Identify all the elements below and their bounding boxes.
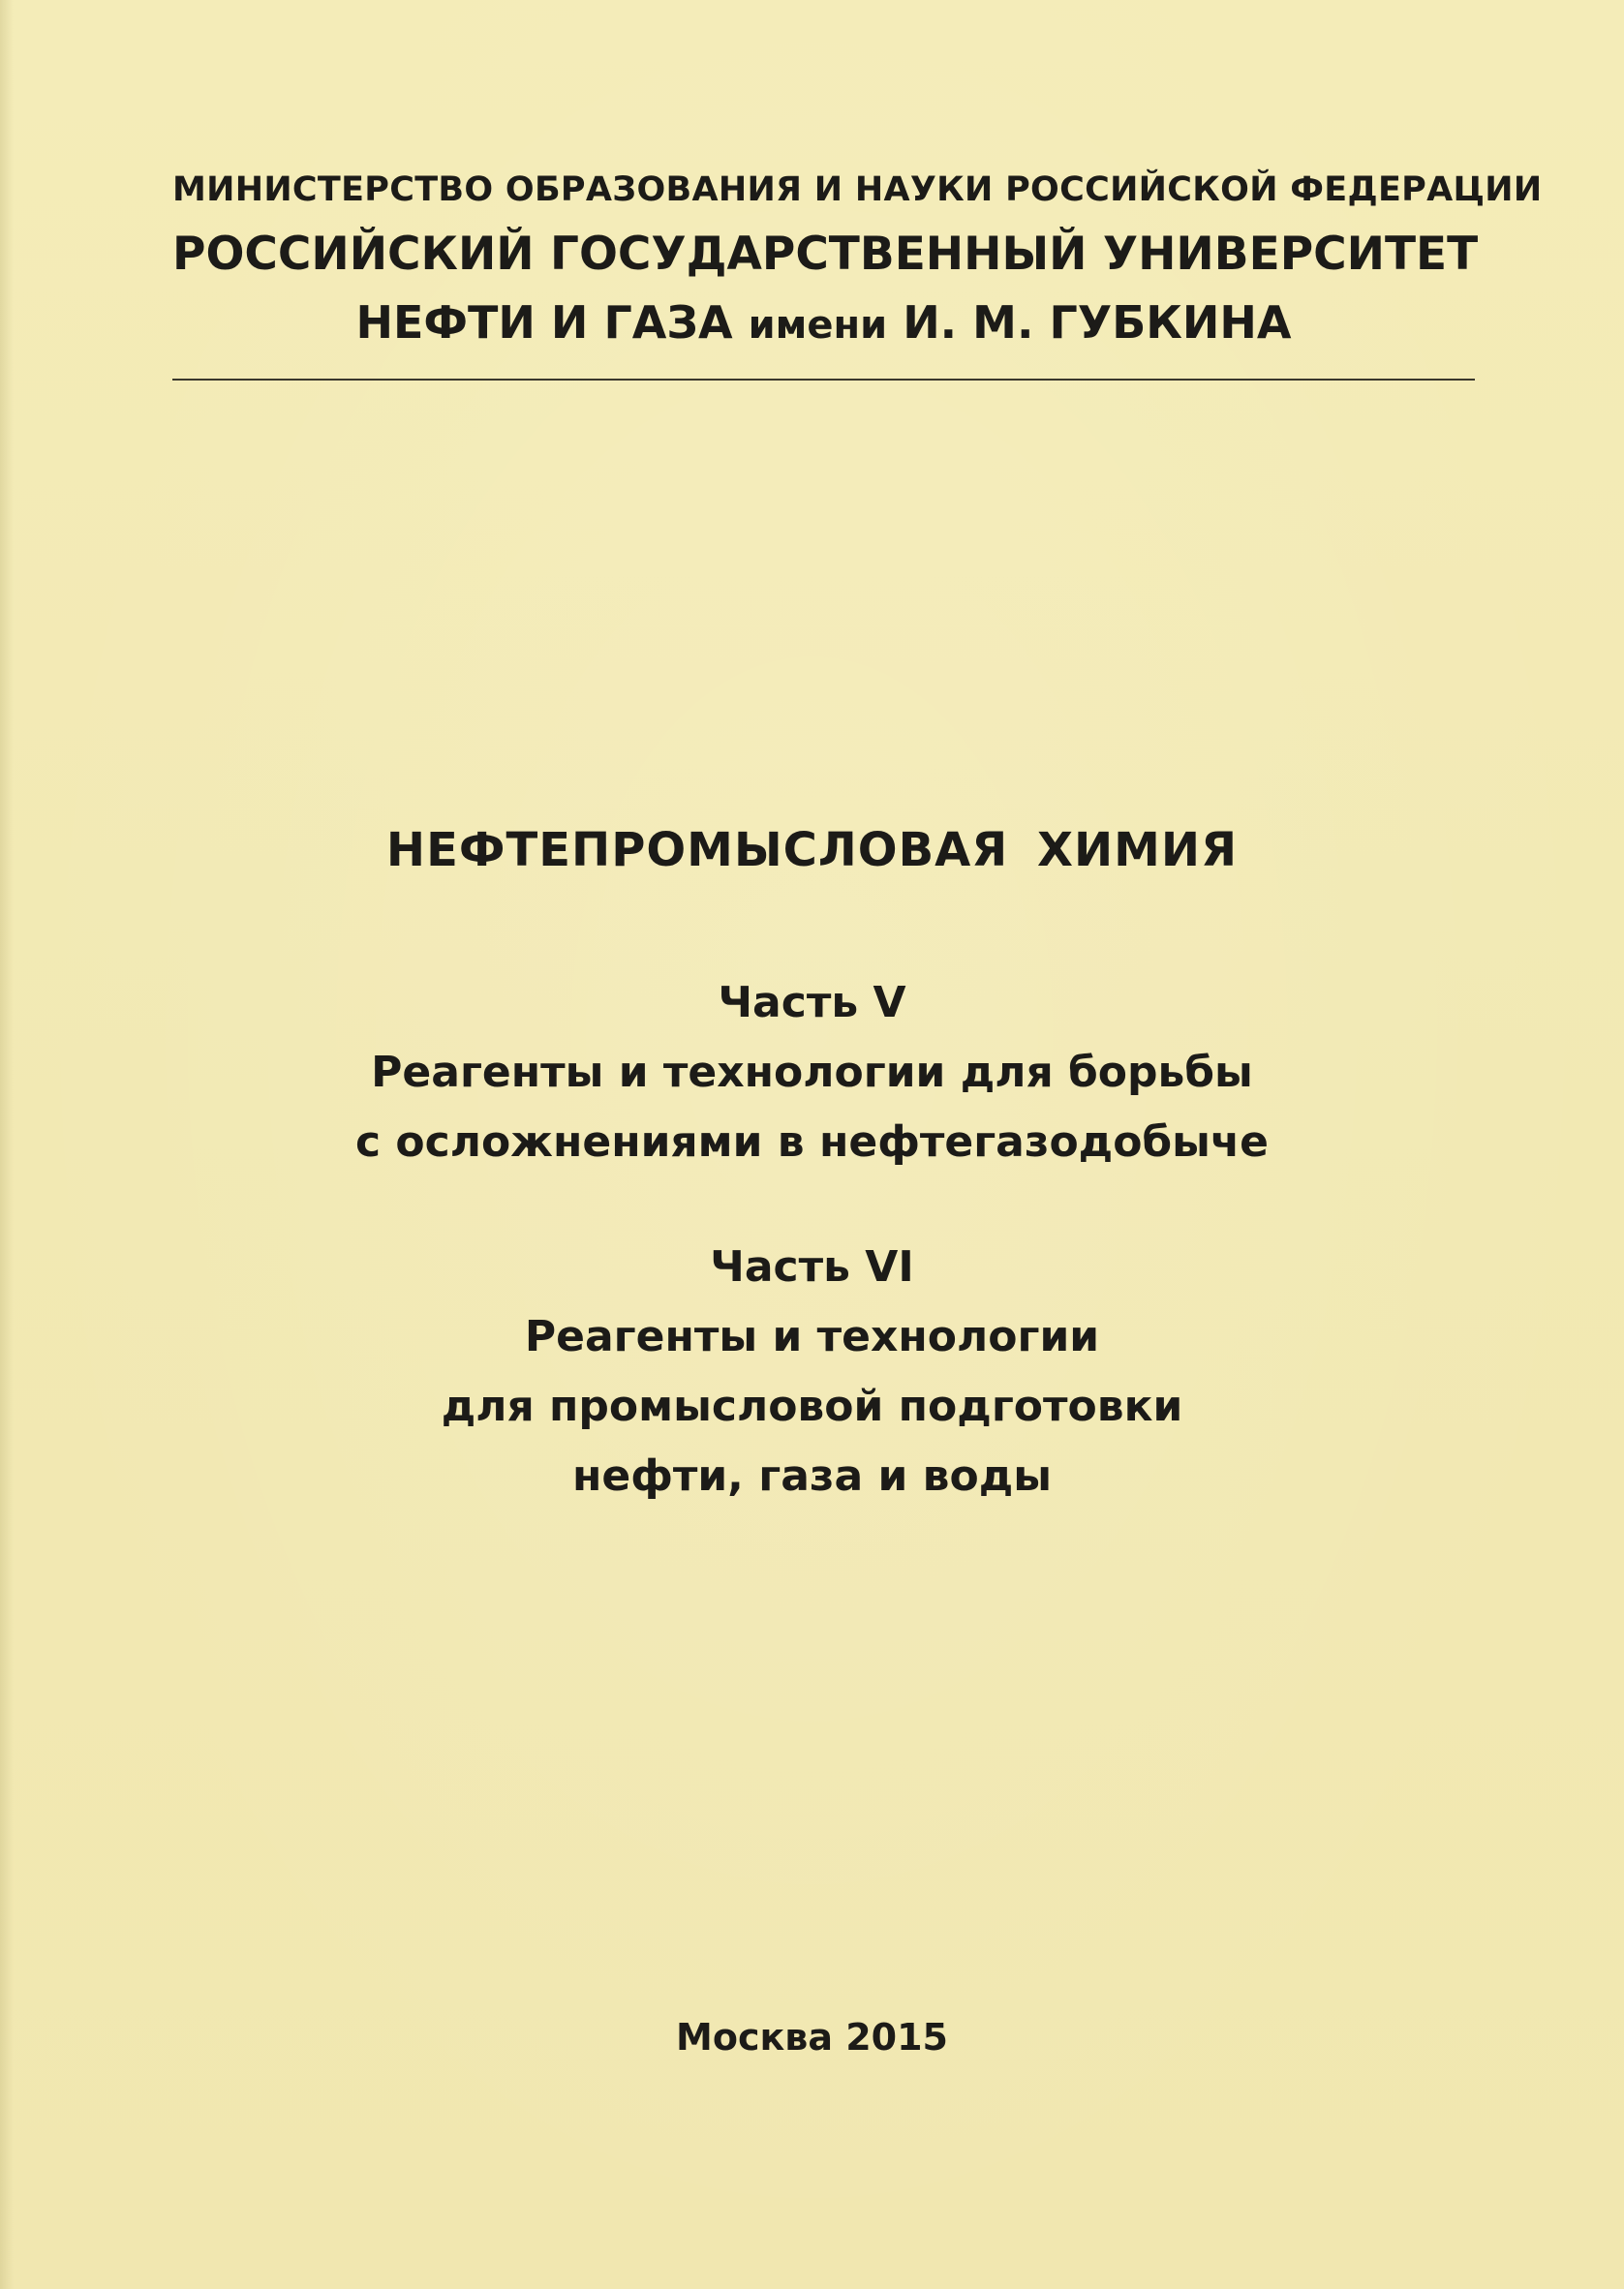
university-name-line2 <box>172 292 1475 352</box>
part-five <box>0 968 1624 1177</box>
university-name-part-c: И. М. ГУБКИНА <box>903 296 1292 349</box>
header-divider <box>172 379 1475 381</box>
part-six-label: Часть VI <box>710 1242 914 1292</box>
ministry-name: МИНИСТЕРСТВО ОБРАЗОВАНИЯ И НАУКИ РОССИЙСКОЙ ФЕДЕРАЦИИ <box>172 170 1543 209</box>
part-six <box>0 1233 1624 1511</box>
book-title: НЕФТЕПРОМЫСЛОВАЯ ХИМИЯ <box>385 823 1239 877</box>
publication-place-year: Москва 2015 <box>676 2016 948 2059</box>
part-five-desc-line: Реагенты и технологии для борьбы <box>371 1048 1253 1097</box>
part-five-label: Часть V <box>718 978 906 1027</box>
university-name-part-a: НЕФТИ И ГАЗА <box>355 296 733 349</box>
university-name-part-b: имени <box>748 303 888 348</box>
part-six-desc-line: Реагенты и технологии <box>524 1312 1100 1361</box>
university-name-line1: РОССИЙСКИЙ ГОСУДАРСТВЕННЫЙ УНИВЕРСИТЕТ <box>172 228 1479 281</box>
part-six-desc-line: для промысловой подготовки <box>441 1382 1183 1431</box>
publisher-header <box>172 163 1543 352</box>
part-six-desc-line: нефти, газа и воды <box>571 1451 1053 1501</box>
part-five-desc-line: с осложнениями в нефтегазодобыче <box>355 1117 1269 1167</box>
